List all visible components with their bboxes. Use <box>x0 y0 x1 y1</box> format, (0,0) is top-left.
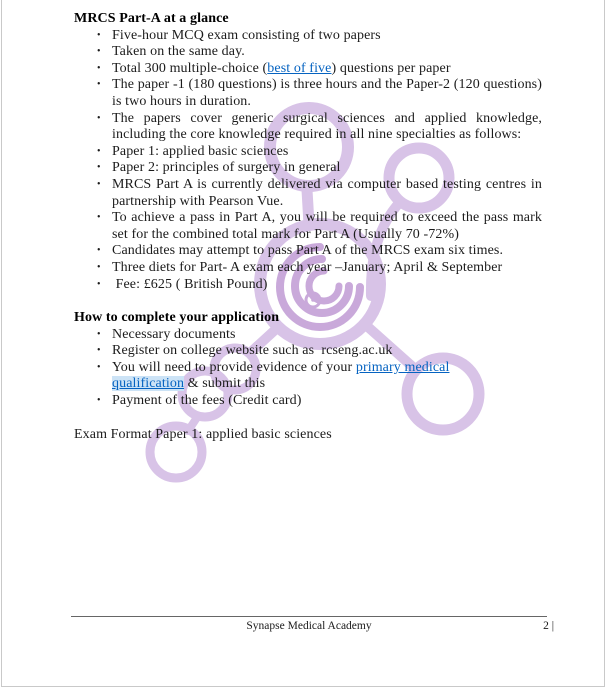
bullet-marker: • <box>97 261 101 273</box>
text-run: The paper -1 (180 questions) is three hours and the Paper-2 (120 questions) is two hours in duration. <box>112 77 542 109</box>
bullet-text <box>112 277 542 294</box>
bullet-item <box>74 393 542 410</box>
text-run: To achieve a pass in Part A, you will be required to exceed the pass mark set for the combined total mark for Part A (Usually 70 -72%) <box>112 210 542 242</box>
document-section <box>74 310 542 410</box>
bullet-marker: • <box>97 112 101 124</box>
bullet-text <box>112 177 542 210</box>
bullet-marker: • <box>97 395 101 407</box>
page-footer <box>71 616 554 633</box>
bullet-marker: • <box>97 46 101 58</box>
text-run: MRCS Part A is currently delivered via computer based testing centres in partnership with Pearson Vue. <box>112 176 542 209</box>
bullet-item <box>74 44 542 61</box>
text-run: Total 300 multiple-choice ( <box>112 60 268 76</box>
bullet-item <box>74 111 542 144</box>
text-run: The papers cover generic surgical sciences and applied knowledge, including the core knowledge required in all nine specialties as follows: <box>112 110 542 143</box>
bullet-item <box>74 243 542 260</box>
bullet-marker: • <box>97 212 101 224</box>
sections-container <box>74 11 542 410</box>
document-page <box>1 0 605 687</box>
bullet-item <box>74 360 542 393</box>
text-run: Paper 1: applied basic sciences <box>112 143 289 159</box>
bullet-item <box>74 144 542 161</box>
bullet-marker: • <box>97 162 101 174</box>
exam-format-line: Exam Format Paper 1: applied basic sciences <box>74 426 332 442</box>
bullet-item <box>74 260 542 277</box>
bullet-item <box>74 343 542 360</box>
bullet-text <box>112 160 542 177</box>
bullet-marker: • <box>97 345 101 357</box>
bullet-marker: • <box>97 178 101 190</box>
text-run: Taken on the same day. <box>112 44 245 60</box>
bullet-item <box>74 177 542 210</box>
hyperlink[interactable]: primary medical <box>355 359 450 375</box>
bullet-text <box>112 360 542 393</box>
text-run: Necessary documents <box>112 326 236 342</box>
bullet-list <box>74 28 542 294</box>
bullet-text <box>112 343 542 360</box>
section-heading: How to complete your application <box>74 310 280 326</box>
bullet-text <box>112 144 542 161</box>
bullet-marker: • <box>97 79 101 91</box>
bullet-text <box>112 28 542 45</box>
text-run: ) questions per paper <box>331 60 451 76</box>
text-run: Register on college website such as rcseng.ac.uk <box>112 343 393 359</box>
bullet-item <box>74 210 542 243</box>
text-run: Paper 2: principles of surgery in general <box>112 160 341 176</box>
section-heading: MRCS Part-A at a glance <box>74 11 229 26</box>
bullet-item <box>74 77 542 110</box>
text-run: Fee: £625 ( British Pound) <box>112 276 268 292</box>
bullet-item <box>74 28 542 45</box>
page-number: 2 | <box>543 620 554 632</box>
bullet-item <box>74 327 542 344</box>
bullet-text <box>112 111 542 144</box>
bullet-marker: • <box>97 145 101 157</box>
bullet-text <box>112 44 542 61</box>
bullet-item <box>74 160 542 177</box>
bullet-text <box>112 61 542 78</box>
bullet-marker: • <box>97 278 101 290</box>
hyperlink[interactable]: qualification <box>112 376 185 392</box>
bullet-marker: • <box>97 328 101 340</box>
bullet-marker: • <box>97 245 101 257</box>
bullet-marker: • <box>97 361 101 373</box>
text-run: Three diets for Part- A exam each year –January; April & September <box>112 259 503 275</box>
text-run: Payment of the fees (Credit card) <box>112 393 302 409</box>
text-run: & submit this <box>184 376 266 392</box>
text-run: Candidates may attempt to pass Part A of the MRCS exam six times. <box>112 243 504 259</box>
bullet-text <box>112 243 542 260</box>
bullet-text <box>112 327 542 344</box>
hyperlink[interactable]: best of five <box>267 60 332 76</box>
bullet-text <box>112 77 542 110</box>
bullet-text <box>112 210 542 243</box>
bullet-list <box>74 327 542 410</box>
text-run: Five-hour MCQ exam consisting of two papers <box>112 27 381 43</box>
bullet-text <box>112 260 542 277</box>
footer-academy-name: Synapse Medical Academy <box>246 620 372 632</box>
bullet-marker: • <box>97 29 101 41</box>
bullet-item <box>74 61 542 78</box>
bullet-marker: • <box>97 62 101 74</box>
document-body <box>74 0 542 443</box>
text-run: You will need to provide evidence of your <box>112 359 356 375</box>
bullet-text <box>112 393 542 410</box>
bullet-item <box>74 277 542 294</box>
document-section <box>74 11 542 293</box>
